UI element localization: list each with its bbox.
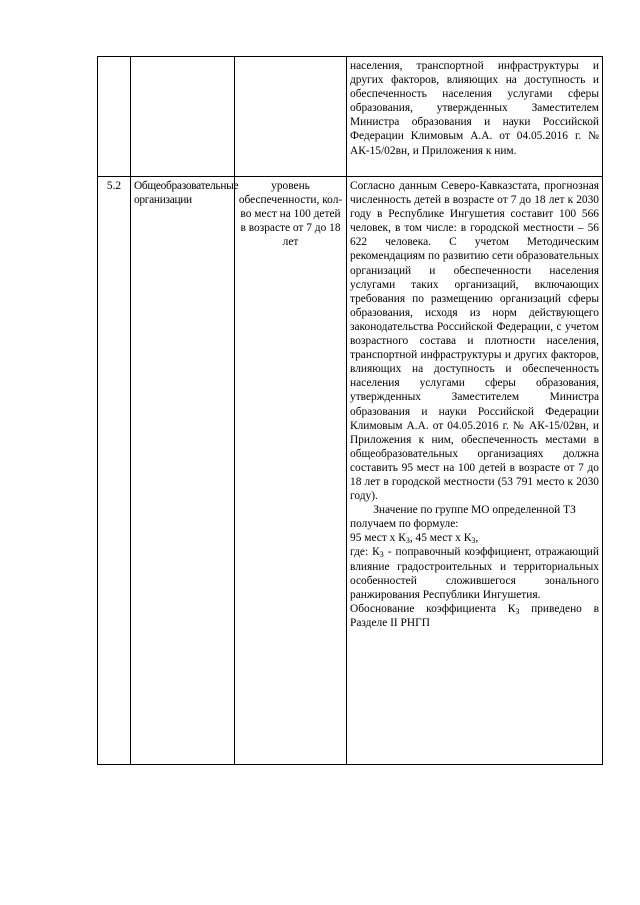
formula-subscript: 3 <box>405 536 410 546</box>
justification-text: Согласно данным Северо-Кавказстата, прогнозная численность детей в возрасте от 7 до 18 лет к 2030 году в Республике Ингушетия составит 100 566 человек, в том числе: в городской местности – 56 622 человека. С учетом Методическим рекомендациям по развитию сети образовательных организаций и обеспеченности населения услугами таких организаций, включающих требования по размещению организаций сферы образования, исходя из норм действующего законодательства Российской Федерации, с учетом возрастного состава и плотности населения, транспортной инфраструктуры и других факторов, влияющих на доступность и обеспеченность населения услугами сферы образования, утвержденных Заместителем Министра образования и науки Российской Федерации Климовым А.А. от 04.05.2016 г. № АК-15/02вн, и Приложения к ним, обеспеченность местами в общеобразовательных организациях должна составить 95 мест на 100 детей в возрасте от 7 до 18 лет в городской местности (53 791 место к 2030 году). <box>350 180 599 503</box>
basis-part: Обоснование коэффициента К <box>350 602 516 615</box>
justification-cell <box>347 57 603 177</box>
formula-intro: Значение по группе МО определенной ТЗ получаем по формуле: <box>350 504 576 531</box>
formula-subscript: 3 <box>471 536 476 546</box>
row-number-cell <box>98 57 131 177</box>
formula-part: , <box>475 532 479 545</box>
coefficient-basis <box>350 602 599 630</box>
indicator-cell <box>235 57 347 177</box>
table-row <box>98 177 603 765</box>
indicator-cell: уровень обеспеченности, кол-во мест на 100 детей в возрасте от 7 до 18 лет <box>235 177 347 765</box>
formula-subscript: 3 <box>515 606 520 616</box>
formula-subscript: 3 <box>379 550 384 560</box>
row-number-cell: 5.2 <box>98 177 131 765</box>
standards-table <box>97 56 603 765</box>
formula <box>350 531 599 545</box>
formula-part: , 45 мест х К <box>409 532 472 545</box>
table-row <box>98 57 603 177</box>
organization-name-cell <box>131 57 235 177</box>
basis-part: приведено в Разделе II РНГП <box>350 602 599 629</box>
organization-name-cell: Общеобразовательные организации <box>131 177 235 765</box>
definition-part: - поправочный коэффициент, отражающий влияние градостроительных и территориальных особенностей сложившегося зонального ранжирования Республики Ингушетия. <box>350 546 599 601</box>
coefficient-definition <box>350 545 599 601</box>
justification-cell <box>347 177 603 765</box>
definition-part: где: К <box>350 546 380 559</box>
justification-text: населения, транспортной инфраструктуры и других факторов, влияющих на доступность и обеспеченность населения услугами сферы образования, утвержденных Заместителем Министра образования и науки Российской Федерации Климовым А.А. от 04.05.2016 г. № АК-15/02вн, и Приложения к ним. <box>350 60 599 157</box>
formula-part: 95 мест х К <box>350 532 406 545</box>
